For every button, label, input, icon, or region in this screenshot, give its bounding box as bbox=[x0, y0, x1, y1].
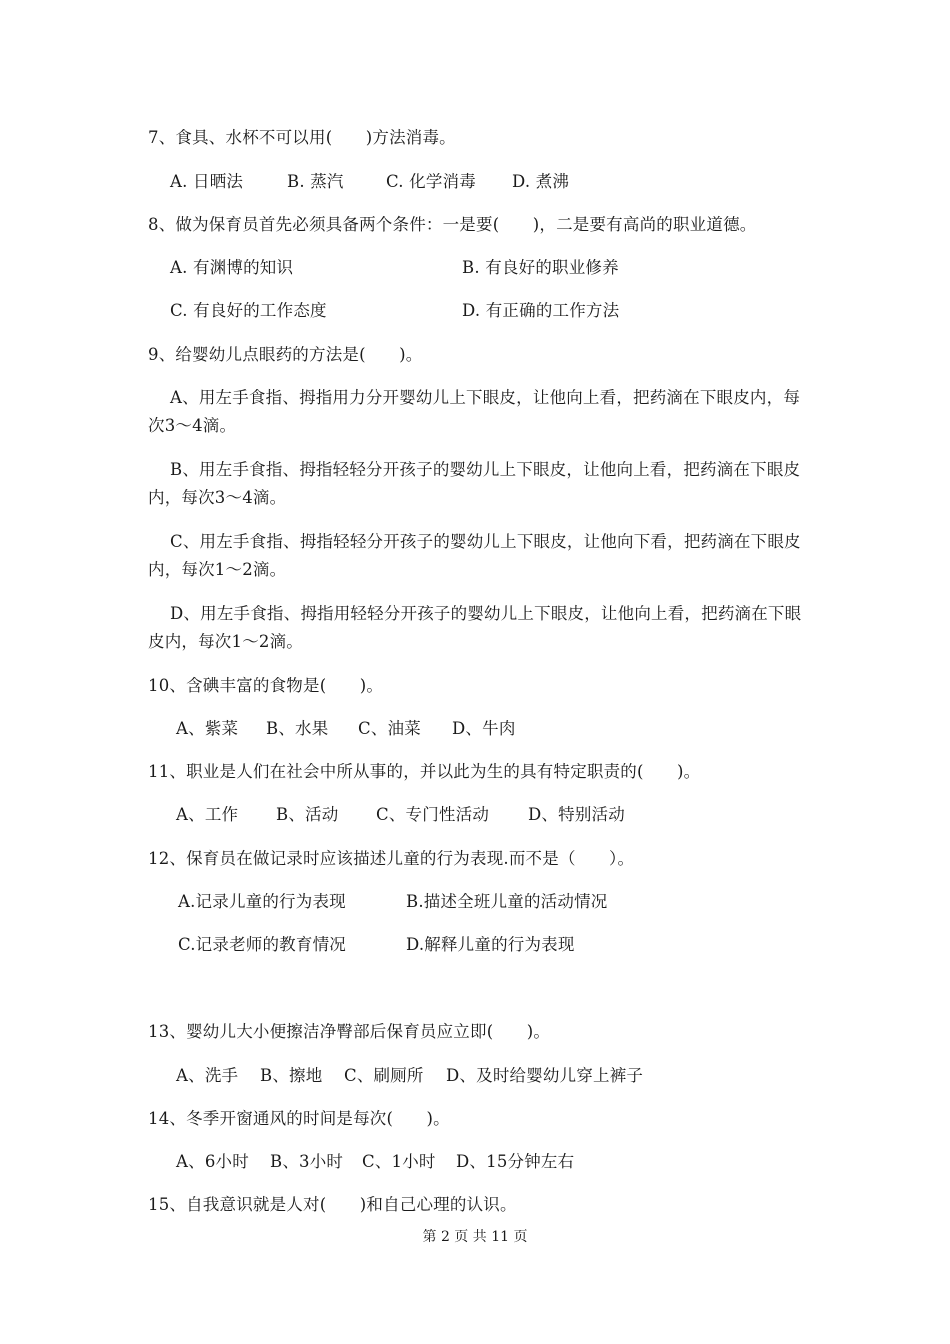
option-c: C、刷厕所 bbox=[344, 1066, 424, 1085]
option-d: D. 煮沸 bbox=[512, 172, 570, 191]
question-15-stem: 15、自我意识就是人对( )和自己心理的认识。 bbox=[148, 1195, 517, 1214]
question-9-option-b-line2: 内，每次3～4滴。 bbox=[148, 488, 287, 507]
option-d: D、15分钟左右 bbox=[456, 1152, 575, 1171]
question-13-stem: 13、婴幼儿大小便擦洁净臀部后保育员应立即( )。 bbox=[148, 1022, 551, 1041]
question-13-options bbox=[176, 1066, 643, 1086]
question-12-option-b: B.描述全班儿童的活动情况 bbox=[406, 892, 608, 911]
option-c: C、专门性活动 bbox=[376, 805, 490, 824]
question-8-option-b: B. 有良好的职业修养 bbox=[462, 258, 619, 277]
question-9-option-d-line2: 皮内，每次1～2滴。 bbox=[148, 632, 303, 651]
question-9-option-a-line1: A、用左手食指、拇指用力分开婴幼儿上下眼皮，让他向上看，把药滴在下眼皮内，每 bbox=[170, 388, 801, 407]
option-d: D、及时给婴幼儿穿上裤子 bbox=[446, 1066, 644, 1085]
question-9-stem: 9、给婴幼儿点眼药的方法是( )。 bbox=[148, 345, 423, 364]
option-d: D、牛肉 bbox=[452, 719, 516, 738]
question-8-option-d: D. 有正确的工作方法 bbox=[462, 301, 620, 320]
question-11-stem: 11、职业是人们在社会中所从事的，并以此为生的具有特定职责的( )。 bbox=[148, 762, 701, 781]
option-a: A. 日晒法 bbox=[170, 172, 244, 191]
option-a: A、洗手 bbox=[176, 1066, 239, 1085]
question-7-options bbox=[170, 172, 569, 192]
question-9-option-b-line1: B、用左手食指、拇指轻轻分开孩子的婴幼儿上下眼皮，让他向上看，把药滴在下眼皮 bbox=[170, 460, 801, 479]
option-b: B. 蒸汽 bbox=[287, 172, 344, 191]
question-9-option-c-line1: C、用左手食指、拇指轻轻分开孩子的婴幼儿上下眼皮，让他向下看，把药滴在下眼皮 bbox=[170, 532, 801, 551]
question-14-stem: 14、冬季开窗通风的时间是每次( )。 bbox=[148, 1109, 450, 1128]
question-12-option-c: C.记录老师的教育情况 bbox=[178, 935, 346, 954]
option-c: C、油菜 bbox=[358, 719, 421, 738]
question-10-stem: 10、含碘丰富的食物是( )。 bbox=[148, 676, 384, 695]
option-c: C. 化学消毒 bbox=[386, 172, 476, 191]
question-9-option-c-line2: 内，每次1～2滴。 bbox=[148, 560, 287, 579]
option-a: A、工作 bbox=[176, 805, 239, 824]
option-b: B、擦地 bbox=[260, 1066, 323, 1085]
option-b: B、3小时 bbox=[270, 1152, 344, 1171]
question-8-stem: 8、做为保育员首先必须具备两个条件：一是要( )，二是要有高尚的职业道德。 bbox=[148, 215, 757, 234]
question-12-option-d: D.解释儿童的行为表现 bbox=[406, 935, 575, 954]
question-11-options bbox=[176, 805, 625, 825]
question-12-option-a: A.记录儿童的行为表现 bbox=[178, 892, 346, 911]
question-9-option-d-line1: D、用左手食指、拇指用轻轻分开孩子的婴幼儿上下眼皮，让他向上看，把药滴在下眼 bbox=[170, 604, 802, 623]
question-10-options bbox=[176, 719, 516, 739]
option-b: B、水果 bbox=[266, 719, 329, 738]
question-14-options bbox=[176, 1152, 574, 1172]
page-footer: 第 2 页 共 11 页 bbox=[422, 1229, 528, 1245]
option-b: B、活动 bbox=[276, 805, 339, 824]
option-a: A、紫菜 bbox=[176, 719, 239, 738]
option-c: C、1小时 bbox=[362, 1152, 436, 1171]
question-7-stem: 7、食具、水杯不可以用( )方法消毒。 bbox=[148, 128, 456, 147]
question-12-stem: 12、保育员在做记录时应该描述儿童的行为表现.而不是（ ）。 bbox=[148, 849, 635, 868]
question-9-option-a-line2: 次3～4滴。 bbox=[148, 416, 237, 435]
question-8-option-a: A. 有渊博的知识 bbox=[170, 258, 294, 277]
option-d: D、特别活动 bbox=[528, 805, 625, 824]
option-a: A、6小时 bbox=[176, 1152, 249, 1171]
question-8-option-c: C. 有良好的工作态度 bbox=[170, 301, 327, 320]
